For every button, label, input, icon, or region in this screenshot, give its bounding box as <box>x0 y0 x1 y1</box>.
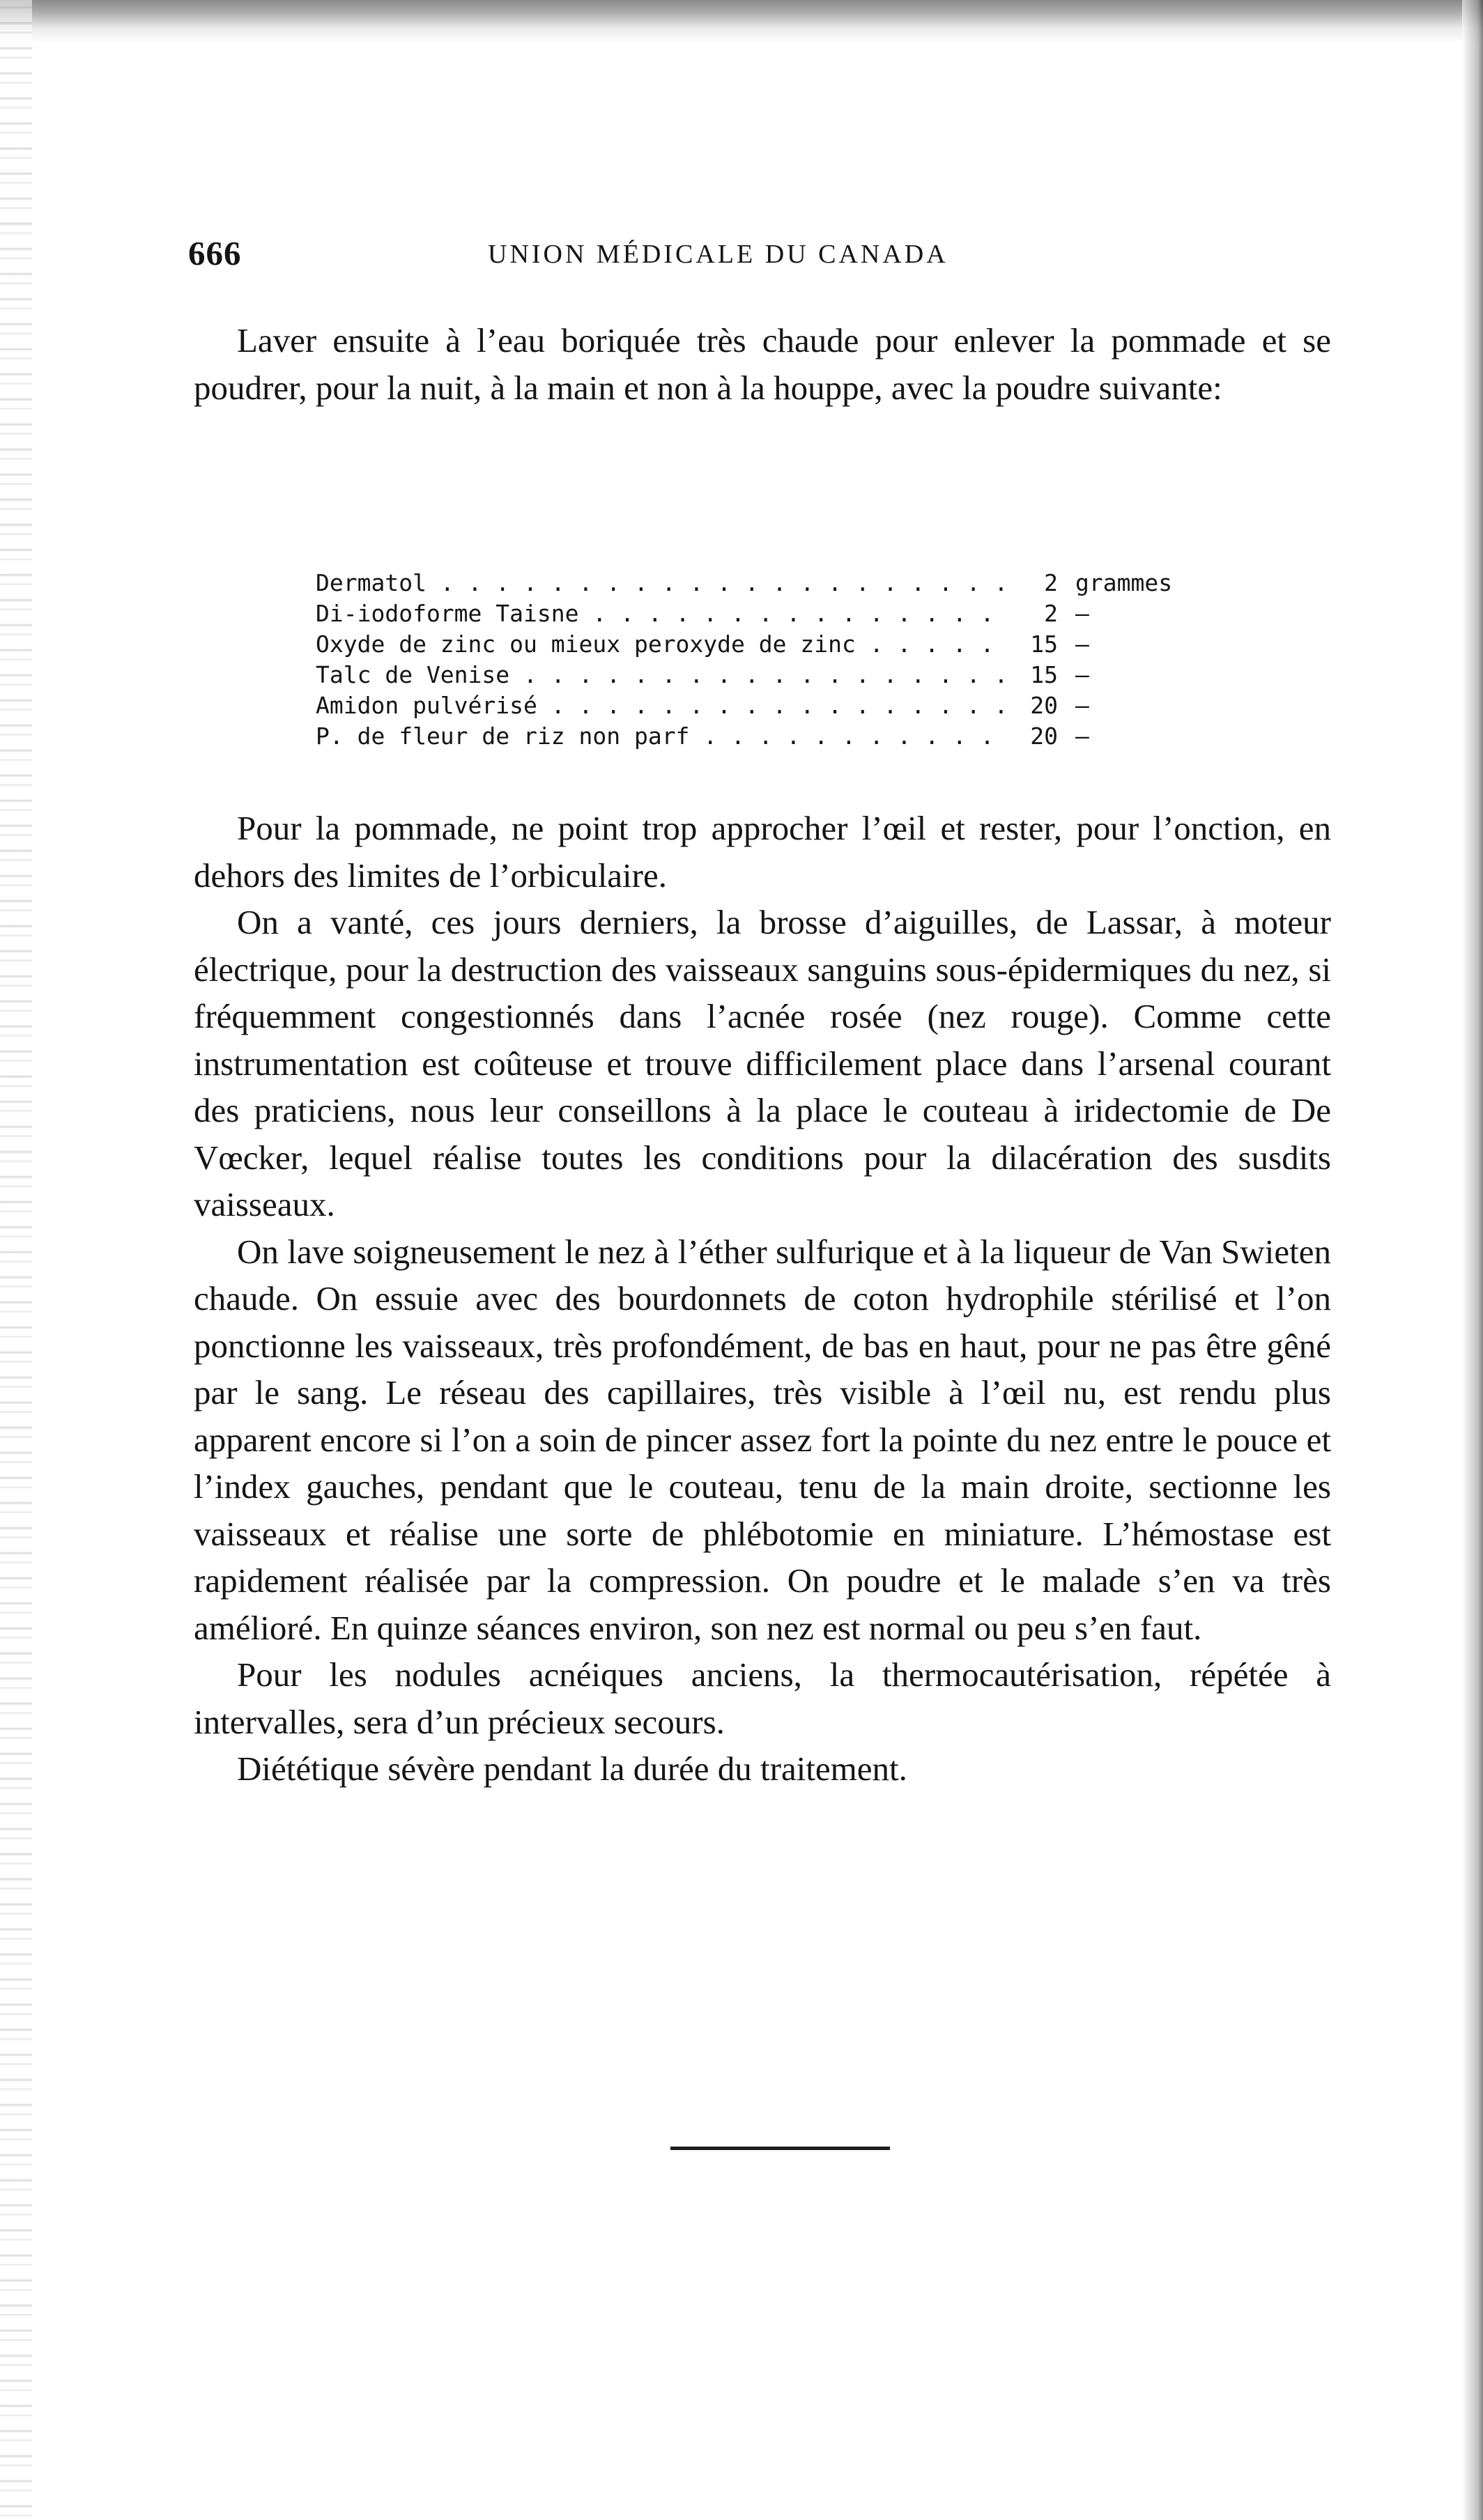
ingredient-unit: — <box>1075 661 1089 688</box>
body-text <box>194 805 1331 1793</box>
end-rule <box>670 2147 890 2150</box>
ingredient-quantity: 2 <box>1044 600 1058 627</box>
scan-right-edge <box>1462 0 1483 2520</box>
paragraph-dietetique: Diététique sévère pendant la durée du traitement. <box>237 1749 907 1788</box>
recipe-row <box>316 721 1243 752</box>
ingredient-quantity: 15 <box>1030 661 1058 688</box>
ingredient-name: Di-iodoforme Taisne . . . <box>316 598 1009 629</box>
ingredient-quantity: 20 <box>1030 722 1058 750</box>
ingredient-unit: grammes <box>1075 569 1173 596</box>
ingredient-unit: — <box>1075 692 1089 719</box>
ingredient-name: Oxyde de zinc ou mieux peroxyde de zinc . . . <box>316 629 1009 660</box>
ingredient-quantity: 20 <box>1030 692 1058 719</box>
scan-top-edge <box>0 0 1483 43</box>
paragraph-procedure: On lave soigneusement le nez à l’éther sulfurique et à la liqueur de Van Swieten chaude. On essuie avec des bourdonnets de coton hydrophile stérilisé et l’on ponctionne les vaisseaux, très profondément, de bas en haut, pour ne pas être gêné par le sang. Le réseau des capillaires, très visible à l’œil nu, est rendu plus apparent encore si l’on a soin de pincer assez fort la pointe du nez entre le pouce et l’index gauches, pendant que le couteau, tenu de la main droite, sectionne les vaisseaux et réalise une sorte de phlébotomie en miniature. L’hémostase est rapidement réalisée par la compression. On poudre et le malade s’en va très amélioré. En quinze séances environ, son nez est normal ou peu s’en faut. <box>194 1232 1331 1647</box>
recipe-row <box>316 598 1243 629</box>
paragraph-pommade: Pour la pommade, ne point trop approcher l’œil et rester, pour l’onction, en dehors des limites de l’orbiculaire. <box>194 809 1331 895</box>
ingredient-name: Dermatol . . . <box>316 568 1009 598</box>
ingredient-name: P. de fleur de riz non parf . . . <box>316 721 1009 752</box>
recipe-row <box>316 568 1243 598</box>
ingredient-quantity: 2 <box>1044 569 1058 596</box>
recipe-row <box>316 660 1243 690</box>
paragraph-nodules: Pour les nodules acnéiques anciens, la thermocautérisation, répétée à intervalles, sera d’un précieux secours. <box>194 1655 1331 1741</box>
powder-recipe <box>316 568 1243 752</box>
scan-left-edge <box>0 0 32 2520</box>
recipe-row <box>316 629 1243 660</box>
ingredient-unit: — <box>1075 600 1089 627</box>
ingredient-name: Talc de Venise . . . <box>316 660 1009 690</box>
page-header <box>188 233 1338 282</box>
intro-paragraph: Laver ensuite à l’eau boriquée très chaude pour enlever la pommade et se poudrer, pour la nuit, à la main et non à la houppe, avec la poudre suivante: <box>194 321 1331 407</box>
ingredient-unit: — <box>1075 631 1089 658</box>
ingredient-quantity: 15 <box>1030 631 1058 658</box>
running-title: UNION MÉDICALE DU CANADA <box>488 240 948 269</box>
page-number: 666 <box>188 234 242 272</box>
paragraph-brosse-aiguilles: On a vanté, ces jours derniers, la brosse d’aiguilles, de Lassar, à moteur électrique, pour la destruction des vaisseaux sanguins sous-épidermiques du nez, si fréquemment congestionnés dans l’acnée rosée (nez rouge). Comme cette instrumentation est coûteuse et trouve difficilement place dans l’arsenal courant des praticiens, nous leur conseillons à la place le couteau à iridectomie de De Vœcker, lequel réalise toutes les conditions pour la dilacération des susdits vaisseaux. <box>194 903 1331 1223</box>
recipe-row <box>316 690 1243 721</box>
ingredient-unit: — <box>1075 722 1089 750</box>
ingredient-name: Amidon pulvérisé . . . <box>316 690 1009 721</box>
